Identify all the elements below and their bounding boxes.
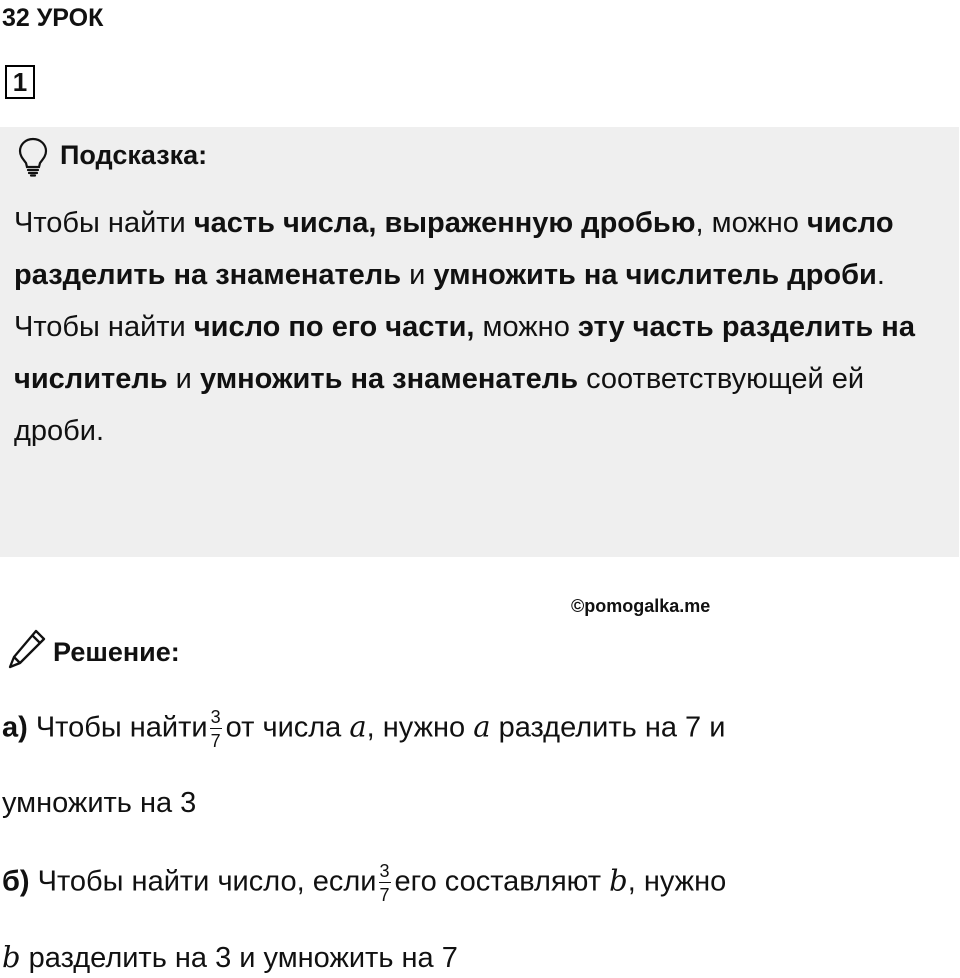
hint-paragraph-1 — [14, 197, 944, 301]
pencil-icon — [6, 627, 48, 671]
hint-text-segment: и — [401, 259, 434, 291]
hint-text-segment: можно — [474, 311, 578, 343]
item-label: б) — [2, 865, 30, 898]
text-segment: , нужно — [366, 711, 474, 744]
item-label: а) — [2, 711, 28, 744]
solution-line-b-continued — [2, 940, 458, 975]
hint-bold-segment: число по его части, — [193, 311, 475, 343]
variable: a — [473, 709, 491, 744]
hint-bold-segment: умножить на знаменатель — [199, 363, 579, 395]
hint-bold-segment: часть числа, выраженную дробью — [193, 207, 696, 239]
text-segment: разделить на 3 и умножить на 7 — [20, 942, 458, 974]
lightbulb-icon — [17, 137, 49, 177]
hint-bold-segment: умножить на числитель дроби — [433, 259, 877, 291]
solution-line-b — [2, 862, 726, 904]
text-segment: от числа — [225, 711, 350, 744]
lesson-title: 32 УРОК — [2, 4, 104, 32]
text-segment: , нужно — [627, 865, 727, 898]
fraction-numerator: 3 — [210, 707, 221, 727]
hint-bold-segment: эту часть разделить на числитель — [14, 311, 915, 395]
hint-text-segment: соответствующей ей дроби. — [14, 363, 865, 447]
hint-title: Подсказка: — [60, 140, 208, 170]
solution-line-a-continued: умножить на 3 — [2, 787, 197, 819]
solution-line-a — [2, 708, 725, 750]
variable: a — [349, 709, 367, 744]
fraction — [379, 862, 391, 904]
fraction-denominator: 7 — [210, 731, 221, 751]
hint-bold-segment: число разделить на знаменатель — [14, 207, 894, 291]
fraction-denominator: 7 — [379, 885, 390, 905]
text-segment: его составляют — [394, 865, 610, 898]
variable: b — [609, 863, 628, 898]
hint-text — [14, 197, 944, 457]
text-segment: Чтобы найти число, если — [29, 865, 377, 898]
solution-title: Решение: — [53, 637, 180, 667]
text-segment: разделить на 7 и — [490, 711, 726, 744]
hint-text-segment: . — [876, 259, 885, 291]
variable: b — [2, 940, 21, 974]
hint-paragraph-2 — [14, 301, 944, 457]
hint-text-segment: Чтобы найти — [14, 311, 194, 343]
exercise-number: 1 — [5, 65, 35, 99]
fraction — [210, 708, 222, 750]
watermark: ©pomogalka.me — [571, 596, 711, 616]
fraction-numerator: 3 — [379, 861, 390, 881]
hint-text-segment: , можно — [695, 207, 807, 239]
text-segment: Чтобы найти — [27, 711, 208, 744]
hint-text-segment: и — [167, 363, 200, 395]
hint-text-segment: Чтобы найти — [14, 207, 194, 239]
